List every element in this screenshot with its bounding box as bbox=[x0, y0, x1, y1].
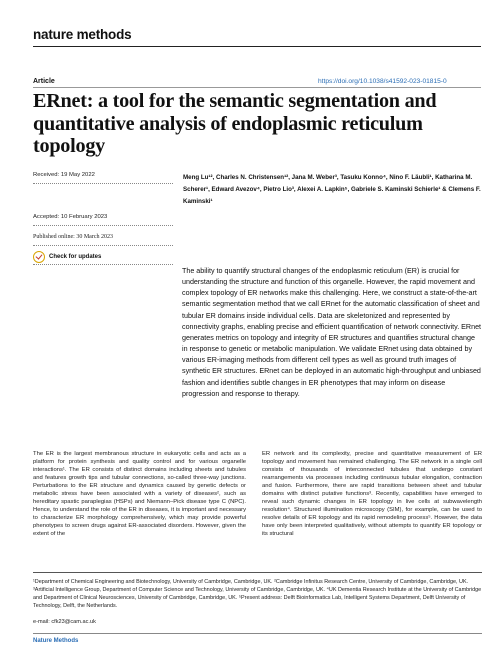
footnote-rule bbox=[33, 572, 482, 573]
journal-name: nature methods bbox=[33, 27, 132, 42]
check-updates-button[interactable] bbox=[33, 251, 101, 263]
article-type: Article bbox=[33, 78, 55, 85]
corresponding-email[interactable]: e-mail: cfk23@cam.ac.uk bbox=[33, 619, 96, 625]
check-updates-label: Check for updates bbox=[49, 254, 102, 260]
title-rule bbox=[33, 87, 481, 88]
author-list: Meng Lu¹², Charles N. Christensen¹², Jana M. Weber³, Tasuku Konno⁴, Nino F. Läubli¹, Katharina M. Scherer¹, Edward Avezov⁴, Pietro Lio³, Alexei A. Lapkin⁵, Gabriele S. Kaminski Schierle¹ & Clemens F. Kaminski¹ bbox=[183, 174, 481, 205]
date-divider bbox=[33, 225, 173, 226]
accepted-date: Accepted: 10 February 2023 bbox=[33, 214, 108, 220]
abstract: The ability to quantify structural changes of the endoplasmic reticulum (ER) is crucial for understanding the structure and function of this organelle. However, the rapid movement and complex topology of ER networks make this challenging. Here, we construct a state-of-the-art semantic segmentation method that we call ERnet for the automatic classification of sheet and tubular ER domains inside individual cells. Data are skeletonized and represented by connectivity graphs, enabling precise and efficient quantification of network connectivity. ERnet generates metrics on topology and integrity of ER structures and quantifies structural change in response to genetic or metabolic manipulation. We validate ERnet using data obtained by various ER-imaging methods from different cell types as well as ground truth images of synthetic ER structures. ERnet can be deployed in an automatic high-throughput and unbiased fashion and identifies subtle changes in ER phenotypes that may inform on disease progression and response to therapy. bbox=[182, 267, 482, 398]
doi-link[interactable]: https://doi.org/10.1038/s41592-023-01815-0 bbox=[318, 78, 447, 85]
date-divider bbox=[33, 264, 173, 265]
affiliations: ¹Department of Chemical Engineering and Biotechnology, University of Cambridge, Cambridge, UK. ²Cambridge Infinitus Research Centre, University of Cambridge, Cambridge, UK. ³Artificial Intelligence Group, Department of Computer Science and Technology, University of Cambridge, Cambridge, UK. ⁴UK Dementia Research Institute at the University of Cambridge and Department of Clinical Neurosciences, University of Cambridge, Cambridge, UK. ⁵Present address: Delft Bioinformatics Lab, Intelligent Systems Department, Delft University of Technology, Delft, the Netherlands. bbox=[33, 579, 482, 610]
date-divider bbox=[33, 245, 173, 246]
footer-rule bbox=[33, 633, 482, 634]
header-rule bbox=[33, 46, 481, 47]
date-divider bbox=[33, 183, 173, 184]
footer-journal: Nature Methods bbox=[33, 638, 79, 644]
published-date: Published online: 30 March 2023 bbox=[33, 234, 113, 240]
body-column-right: ER network and its complexity, precise and quantitative measurement of ER topology and movement has remained challenging. The ER network in a single cell consists of thousands of interconnected tubules that undergo constant rearrangements via processes including continuous tubular elongation, contraction and fusion. Furthermore, there are rapid transitions between sheet and tubular domains with distinct putative functions³. Recently, capabilities have emerged to reveal such dynamic changes in ER topology in live cells at subwavelength resolution⁴. Structured illumination microscopy (SIM), for example, can be used to resolve details of ER topology and its rapid remodeling process⁵. However, the data have only been interpreted qualitatively, without attempts to quantify ER topology or its structural bbox=[262, 451, 482, 537]
body-column-left: The ER is the largest membranous structure in eukaryotic cells and acts as a platform for protein synthesis and quality control and for various organelle interactions¹. The ER consists of distinct domains including sheets and tubules and features growth tips and tubular connections, so-called three-way junctions. Perturbations to the ER structure and dynamics caused by genetic defects or metabolic stress have been associated with a variety of diseases², such as hereditary spastic paraplegias (HSPs) and Niemann–Pick disease type C (NPC). Hence, to understand the role of the ER in diseases, it is important and necessary to characterize ER morphology comprehensively, which may provide powerful phenotypes to screen drugs against ER-associated disorders. However, given the extent of the bbox=[33, 451, 246, 537]
received-date: Received: 19 May 2022 bbox=[33, 172, 95, 178]
check-updates-icon bbox=[33, 251, 45, 263]
article-title: ERnet: a tool for the semantic segmentation and quantitative analysis of endoplasmic reticulum topology bbox=[33, 90, 437, 157]
